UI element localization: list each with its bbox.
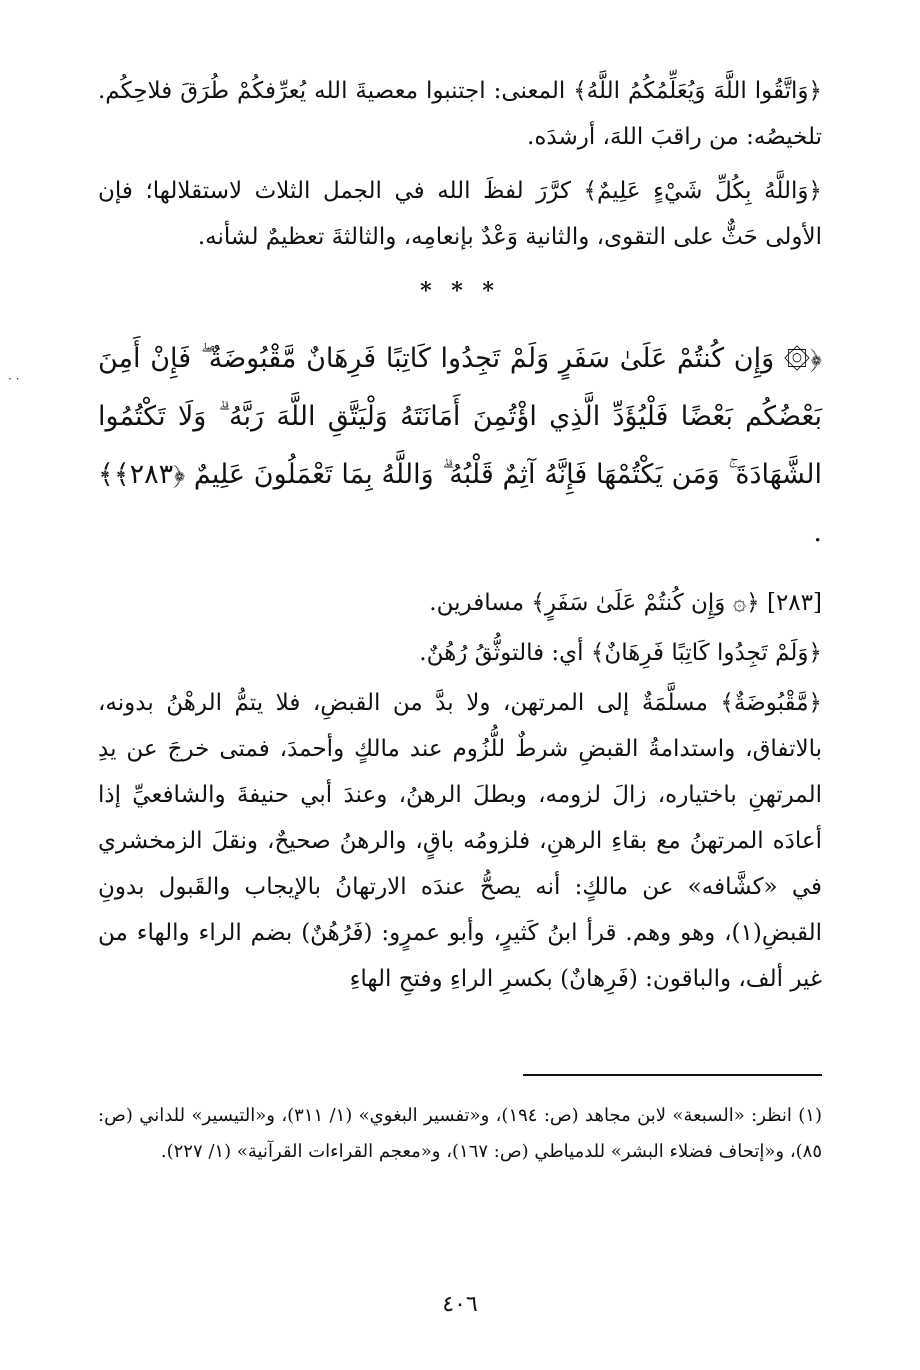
page-body bbox=[98, 68, 822, 1010]
quran-verse-283: ﴿۞ وَإِن كُنتُمْ عَلَىٰ سَفَرٍ وَلَمْ تَجِدُوا كَاتِبًا فَرِهَانٌ مَّقْبُوضَةٌ ۖ فَإِنْ أَمِنَ بَعْضُكُم بَعْضًا فَلْيُؤَدِّ الَّذِي اؤْتُمِنَ أَمَانَتَهُ وَلْيَتَّقِ اللَّهَ رَبَّهُ ۗ وَلَا تَكْتُمُوا الشَّهَادَةَ ۚ وَمَن يَكْتُمْهَا فَإِنَّهُ آثِمٌ قَلْبُهُ ۗ وَاللَّهُ بِمَا تَعْمَلُونَ عَلِيمٌ ﴿٢٨٣﴾﴾ . bbox=[98, 343, 822, 548]
footnote-divider bbox=[523, 1074, 822, 1076]
commentary-line-safar: [٢٨٣] ﴿۞ وَإِن كُنتُمْ عَلَىٰ سَفَرٍ﴾ مسافرين. bbox=[429, 590, 822, 616]
paragraph-verse-alim: ﴿وَاللَّهُ بِكُلِّ شَيْءٍ عَلِيمٌ﴾ كرَّرَ لفظَ الله في الجمل الثلاث لاستقلالها؛ فإن الأولى حَثٌّ على التقوى، والثانية وَعْدٌ بإنعامِه، والثالثةَ تعظيمٌ لشأنه. bbox=[98, 178, 822, 250]
footnotes bbox=[98, 1098, 822, 1170]
paragraph-verse-taqwa: ﴿وَاتَّقُوا اللَّهَ وَيُعَلِّمُكُمُ اللَّهُ﴾ المعنى: اجتنبوا معصيةَ الله يُعرِّفكُمْ طُرَقَ فلاحِكُم. تلخيصُه: من راقبَ اللهَ، أرشدَه. bbox=[98, 78, 822, 150]
footnote-1: (١) انظر: «السبعة» لابن مجاهد (ص: ١٩٤)، و«تفسير البغوي» (١/ ٣١١)، و«التيسير» للداني (ص: ٨٥)، و«إتحاف فضلاء البشر» للدمياطي (ص: ١٦٧)، و«معجم القراءات القرآنية» (١/ ٢٢٧). bbox=[98, 1105, 822, 1162]
commentary-line-rihan: ﴿وَلَمْ تَجِدُوا كَاتِبًا فَرِهَانٌ﴾ أي: فالتوثُّقُ رُهُنٌ. bbox=[419, 640, 822, 666]
page-number: ٤٠٦ bbox=[442, 1292, 478, 1317]
commentary-paragraph-maqbuda: ﴿مَّقْبُوضَةٌ﴾ مسلَّمَةٌ إلى المرتهن، ولا بدَّ من القبضِ، فلا يتمُّ الرهْنُ بدونه، بالاتفاق، واستدامةُ القبضِ شرطٌ للُّزُوم عند مالكٍ وأحمدَ، فمتى خرجَ عن يدِ المرتهنِ باختياره، زالَ لزومه، وبطلَ الرهنُ، وعندَ أبي حنيفةَ والشافعيِّ إذا أعادَه المرتهنُ مع بقاءِ الرهنِ، فلزومُه باقٍ، والرهنُ صحيحٌ، ونقلَ الزمخشري في «كشَّافه» عن مالكٍ: أنه يصحُّ عندَه الارتهانُ بالإيجاب والقَبول بدونِ القبضِ(١)، وهو وهم. قرأ ابنُ كَثيرٍ، وأبو عمرٍو: (فَرُهُنٌ) بضم الراء والهاء من غير ألف، والباقون: (فَرِهانٌ) بكسرِ الراءِ وفتحِ الهاءِ bbox=[98, 690, 822, 992]
section-separator: * * * bbox=[420, 278, 500, 304]
margin-mark: · · bbox=[8, 372, 20, 386]
